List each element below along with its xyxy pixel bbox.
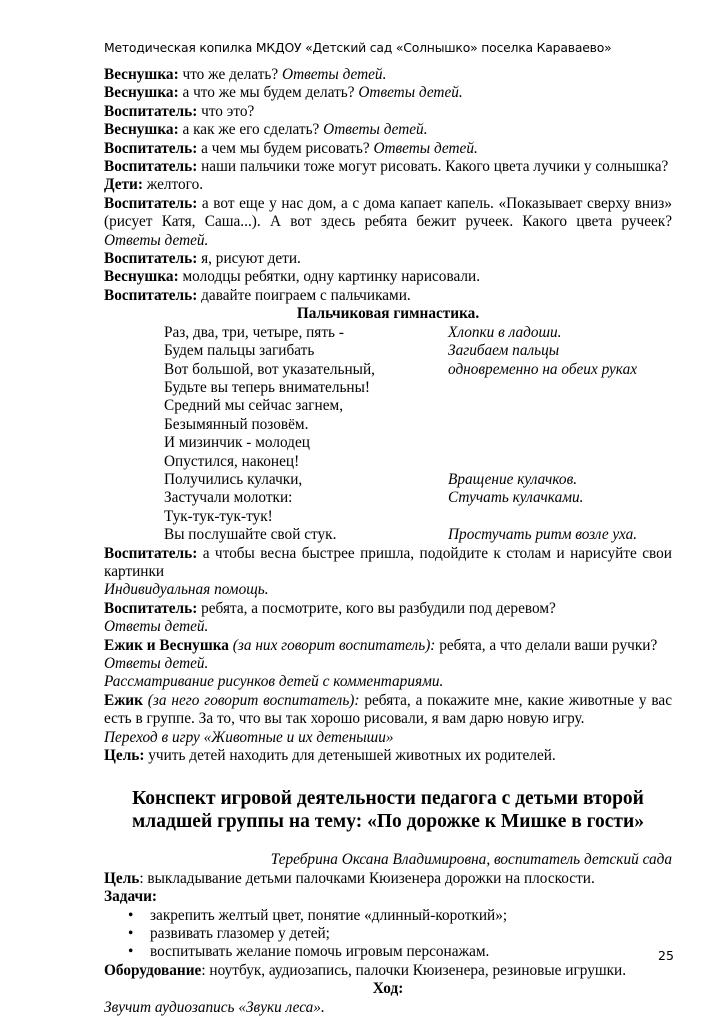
- poem-row: [164, 416, 672, 434]
- dialogue-block-1: [104, 66, 672, 305]
- dialogue-line: [104, 176, 672, 194]
- aside: (за него говорит воспитатель):: [142, 691, 360, 709]
- poem-line: Получились кулачки,: [164, 470, 303, 488]
- line-text: давайте поиграем с пальчиками.: [197, 286, 411, 304]
- tasks-label: [104, 888, 672, 906]
- poem-row: [164, 342, 672, 360]
- stage-note: [104, 729, 672, 747]
- poem-row: [164, 526, 672, 544]
- stage-note-text: Ответы детей.: [104, 655, 209, 672]
- poem-line: Раз, два, три, четыре, пять -: [164, 323, 344, 341]
- stage-note: [104, 999, 672, 1017]
- poem-line: Вы послушайте свой стук.: [164, 526, 337, 544]
- line-text: я, рисуют дети.: [197, 250, 301, 268]
- poem-action: Стучать кулачками.: [448, 489, 584, 507]
- poem-row: [164, 453, 672, 471]
- stage-note: Ответы детей.: [282, 66, 387, 83]
- stage-note-text: Ответы детей.: [104, 618, 209, 636]
- line-text: наши пальчики тоже могут рисовать. Какого цвета лучики у солнышка?: [197, 158, 669, 176]
- goal-line: [104, 747, 672, 765]
- dialogue-line: [104, 140, 672, 158]
- dialogue-line: [104, 121, 672, 139]
- speaker: Веснушка:: [104, 121, 179, 139]
- speaker: Дети:: [104, 176, 143, 194]
- poem-line: Опустился, наконец!: [164, 452, 300, 470]
- line-text: желтого.: [142, 176, 204, 194]
- dialogue-line: [104, 250, 672, 268]
- author-line: Теребрина Оксана Владимировна, воспитатель детский сада: [270, 851, 672, 869]
- poem-row: [164, 434, 672, 452]
- dialogue-line: [104, 66, 672, 84]
- dialogue-line: [104, 103, 672, 121]
- line-text: ребята, а покажите мне, какие животные у вас есть в группе. За то, что вы так хорошо рисовали, я вам дарю новую игру.: [104, 691, 672, 728]
- stage-note: Ответы детей.: [373, 139, 478, 157]
- goal-line: [104, 870, 672, 888]
- stage-note: [104, 618, 672, 636]
- stage-note: [104, 655, 672, 673]
- line-text: а чтобы весна быстрее пришла, подойдите к столам и нарисуйте свои картинки: [104, 544, 672, 580]
- speaker: Воспитатель:: [104, 286, 198, 304]
- line-text: а вот еще у нас дом, а с дома капает капель. «Показывает сверху вниз» (рисует Катя, Саша...). А вот здесь ребята бежит ручеек. Какого цвета ручеек?: [104, 194, 672, 231]
- line-text: что это?: [197, 102, 255, 120]
- speaker: Воспитатель:: [104, 194, 198, 212]
- poem-action: Хлопки в ладоши.: [448, 323, 562, 341]
- line-text: а чем мы будем рисовать?: [197, 139, 374, 157]
- speaker: Воспитатель:: [104, 158, 198, 176]
- progress-heading: Ход:: [372, 980, 404, 998]
- poem-line: Застучали молотки:: [164, 489, 293, 507]
- gymnastics-title: Пальчиковая гимнастика.: [296, 305, 480, 323]
- page-body: [104, 66, 672, 1017]
- speaker: Воспитатель:: [104, 102, 198, 120]
- stage-note-text: Индивидуальная помощь.: [104, 581, 269, 599]
- speaker: Веснушка:: [104, 66, 179, 83]
- poem-row: [164, 324, 672, 342]
- goal-text: учить детей находить для детенышей животных их родителей.: [144, 747, 556, 765]
- task-item: • воспитывать желание помочь игровым персонажам.: [128, 943, 672, 961]
- poem-action: одновременно на обеих руках: [448, 360, 638, 378]
- line-text: что же делать?: [178, 66, 283, 83]
- poem-row: [164, 489, 672, 507]
- stage-note-text: Звучит аудиозапись «Звуки леса».: [104, 998, 325, 1016]
- poem-action: Загибаем пальцы: [448, 342, 560, 360]
- stage-note: Ответы детей.: [323, 121, 428, 139]
- speaker: Ежик: [104, 691, 143, 709]
- dialogue-line: [104, 195, 672, 250]
- task-item: • закрепить желтый цвет, понятие «длинный-короткий»;: [128, 907, 672, 925]
- task-item: • развивать глазомер у детей;: [128, 925, 672, 943]
- speaker: Веснушка:: [104, 84, 179, 102]
- goal-text: : выкладывание детьми палочками Кюизенера дорожки на плоскости.: [139, 869, 595, 887]
- dialogue-block-2: [104, 545, 672, 766]
- dialogue-line: [104, 545, 672, 582]
- speaker: Воспитатель:: [104, 250, 198, 268]
- dialogue-line: [104, 692, 672, 729]
- speaker: Воспитатель:: [104, 544, 198, 562]
- stage-note-text: Переход в игру «Животные и их детеныши»: [104, 728, 394, 746]
- dialogue-line: [104, 637, 672, 655]
- section-title: Конспект игровой деятельности педагога с детьми второй младшей группы на тему: «По дорожке к Мишке в гости»: [132, 788, 644, 833]
- dialogue-line: [104, 600, 672, 618]
- line-text: а что же мы будем делать?: [178, 84, 359, 102]
- poem: [164, 324, 672, 545]
- line-text: а как же его сделать?: [178, 121, 324, 139]
- poem-row: [164, 379, 672, 397]
- poem-action: Простучать ритм возле уха.: [448, 526, 638, 544]
- speaker: Воспитатель:: [104, 139, 198, 157]
- poem-row: [164, 397, 672, 415]
- stage-note: [104, 673, 672, 691]
- dialogue-line: [104, 268, 672, 286]
- speaker: Воспитатель:: [104, 599, 198, 617]
- line-text: молодцы ребятки, одну картинку нарисовали.: [178, 268, 481, 286]
- dialogue-line: [104, 84, 672, 102]
- poem-line: Тук-тук-тук-тук!: [164, 507, 273, 525]
- equipment-label: Оборудование: [104, 961, 202, 979]
- equipment-text: : ноутбук, аудиозапись, палочки Кюизенера, резиновые игрушки.: [201, 961, 627, 979]
- tasks-label-text: Задачи:: [104, 888, 158, 906]
- line-text: ребята, а посмотрите, кого вы разбудили под деревом?: [197, 599, 556, 617]
- poem-row: [164, 508, 672, 526]
- stage-note: Ответы детей.: [104, 231, 209, 249]
- poem-row: [164, 361, 672, 379]
- poem-line: Будем пальцы загибать: [164, 342, 315, 360]
- finger-gymnastics: [104, 305, 672, 544]
- speaker: Веснушка:: [104, 268, 179, 286]
- goal-label: Цель: [104, 869, 140, 887]
- aside: (за них говорит воспитатель):: [228, 636, 436, 654]
- equipment-line: [104, 962, 672, 980]
- poem-line: Безымянный позовём.: [164, 415, 309, 433]
- poem-action: Вращение кулачков.: [448, 470, 578, 488]
- poem-line: Вот большой, вот указательный,: [164, 360, 375, 378]
- dialogue-line: [104, 287, 672, 305]
- goal-label: Цель:: [104, 747, 145, 765]
- page-number: 25: [658, 948, 674, 963]
- lesson-section: [104, 787, 672, 1017]
- stage-note-text: Рассматривание рисунков детей с комментариями.: [104, 673, 444, 691]
- poem-line: Будьте вы теперь внимательны!: [164, 378, 370, 396]
- tasks-list: [104, 907, 672, 962]
- speaker: Ежик и Веснушка: [104, 636, 229, 654]
- stage-note: Ответы детей.: [358, 84, 463, 102]
- dialogue-line: [104, 158, 672, 176]
- poem-row: [164, 471, 672, 489]
- poem-line: И мизинчик - молодец: [164, 434, 310, 452]
- poem-line: Средний мы сейчас загнем,: [164, 397, 344, 415]
- running-header: Методическая копилка МКДОУ «Детский сад «Солнышко» поселка Караваево»: [104, 40, 612, 55]
- line-text: ребята, а что делали ваши ручки?: [435, 636, 658, 654]
- stage-note: [104, 581, 672, 599]
